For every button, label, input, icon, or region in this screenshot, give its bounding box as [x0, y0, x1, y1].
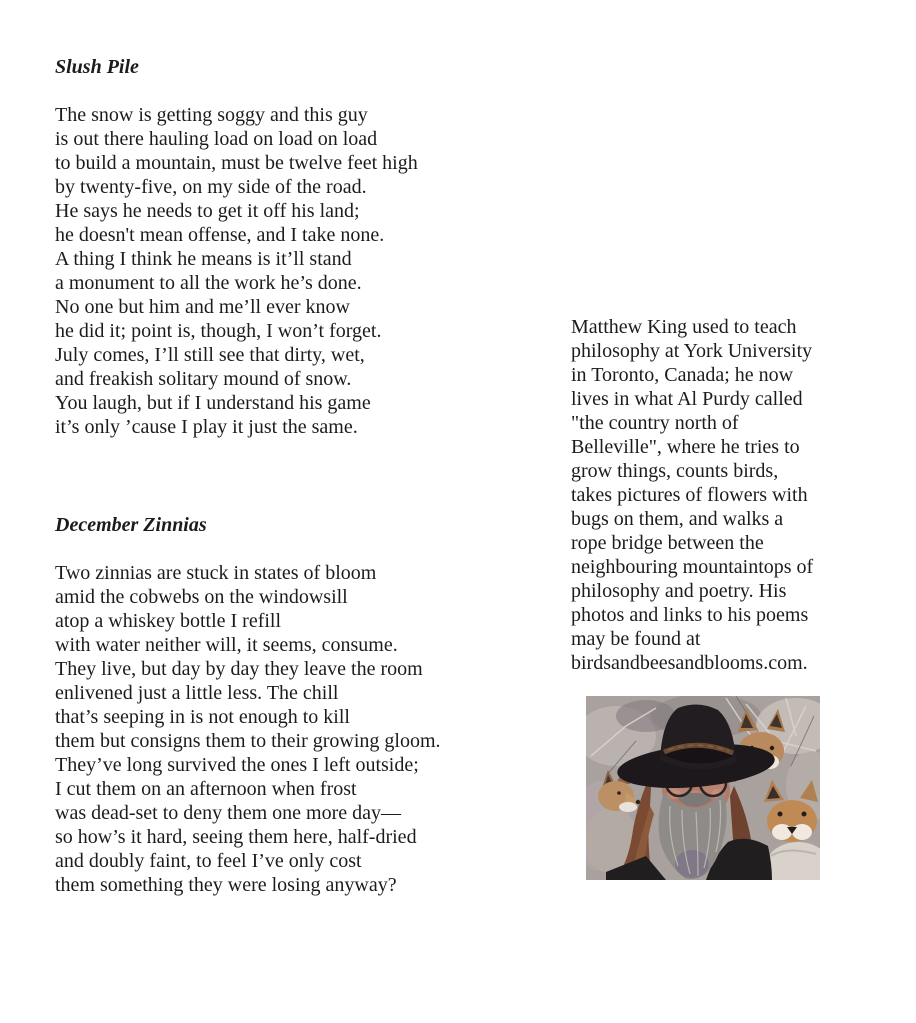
text-line: photos and links to his poems	[571, 604, 809, 626]
text-line: a monument to all the work he’s done.	[55, 272, 362, 294]
text-line: was dead-set to deny them one more day—	[55, 802, 402, 824]
text-line: bugs on them, and walks a	[571, 508, 784, 530]
text-line: he doesn't mean offense, and I take none.	[55, 224, 385, 246]
text-line: may be found at	[571, 628, 701, 650]
text-line: Belleville", where he tries to	[571, 436, 800, 458]
text-line: They live, but day by day they leave the room	[55, 658, 423, 680]
text-line: it’s only ’cause I play it just the same.	[55, 416, 358, 438]
text-line: philosophy at York University	[571, 340, 813, 362]
text-line: that’s seeping in is not enough to kill	[55, 706, 350, 728]
text-line: them but consigns them to their growing gloom.	[55, 730, 441, 752]
text-line: Matthew King used to teach	[571, 316, 797, 338]
text-line: neighbouring mountaintops of	[571, 556, 814, 578]
text-line: lives in what Al Purdy called	[571, 388, 803, 410]
text-line: July comes, I’ll still see that dirty, wet,	[55, 344, 365, 366]
author-photo-illustration	[586, 696, 820, 880]
text-line: and freakish solitary mound of snow.	[55, 368, 352, 390]
author-photo	[586, 696, 820, 880]
text-line: rope bridge between the	[571, 532, 764, 554]
author-column	[571, 315, 871, 880]
text-line: I cut them on an afternoon when frost	[55, 778, 357, 800]
text-line: to build a mountain, must be twelve feet high	[55, 152, 418, 174]
text-line: Two zinnias are stuck in states of bloom	[55, 562, 377, 584]
text-line: grow things, counts birds,	[571, 460, 779, 482]
text-line: them something they were losing anyway?	[55, 874, 397, 896]
poem-december-zinnias	[55, 561, 505, 897]
text-line: he did it; point is, though, I won’t forget.	[55, 320, 382, 342]
text-line: No one but him and me’ll ever know	[55, 296, 350, 318]
text-line: enlivened just a little less. The chill	[55, 682, 339, 704]
author-bio	[571, 315, 871, 675]
text-line: He says he needs to get it off his land;	[55, 200, 360, 222]
text-line: They’ve long survived the ones I left outside;	[55, 754, 419, 776]
text-line: by twenty-five, on my side of the road.	[55, 176, 367, 198]
text-line: The snow is getting soggy and this guy	[55, 104, 368, 126]
text-line: amid the cobwebs on the windowsill	[55, 586, 348, 608]
text-line: "the country north of	[571, 412, 739, 434]
text-line: You laugh, but if I understand his game	[55, 392, 371, 414]
text-line: with water neither will, it seems, consume.	[55, 634, 398, 656]
text-line: so how’s it hard, seeing them here, half-dried	[55, 826, 417, 848]
poems-column	[55, 55, 505, 897]
text-line: is out there hauling load on load on load	[55, 128, 378, 150]
text-line: atop a whiskey bottle I refill	[55, 610, 282, 632]
text-line: in Toronto, Canada; he now	[571, 364, 794, 386]
text-line: A thing I think he means is it’ll stand	[55, 248, 352, 270]
poem-slush-pile	[55, 103, 505, 439]
text-line: and doubly faint, to feel I’ve only cost	[55, 850, 362, 872]
text-line: philosophy and poetry. His	[571, 580, 787, 602]
text-line: takes pictures of flowers with	[571, 484, 808, 506]
poem-title-december-zinnias: December Zinnias	[55, 514, 207, 536]
poem-title-slush-pile: Slush Pile	[55, 56, 139, 78]
text-line: birdsandbeesandblooms.com.	[571, 652, 808, 674]
